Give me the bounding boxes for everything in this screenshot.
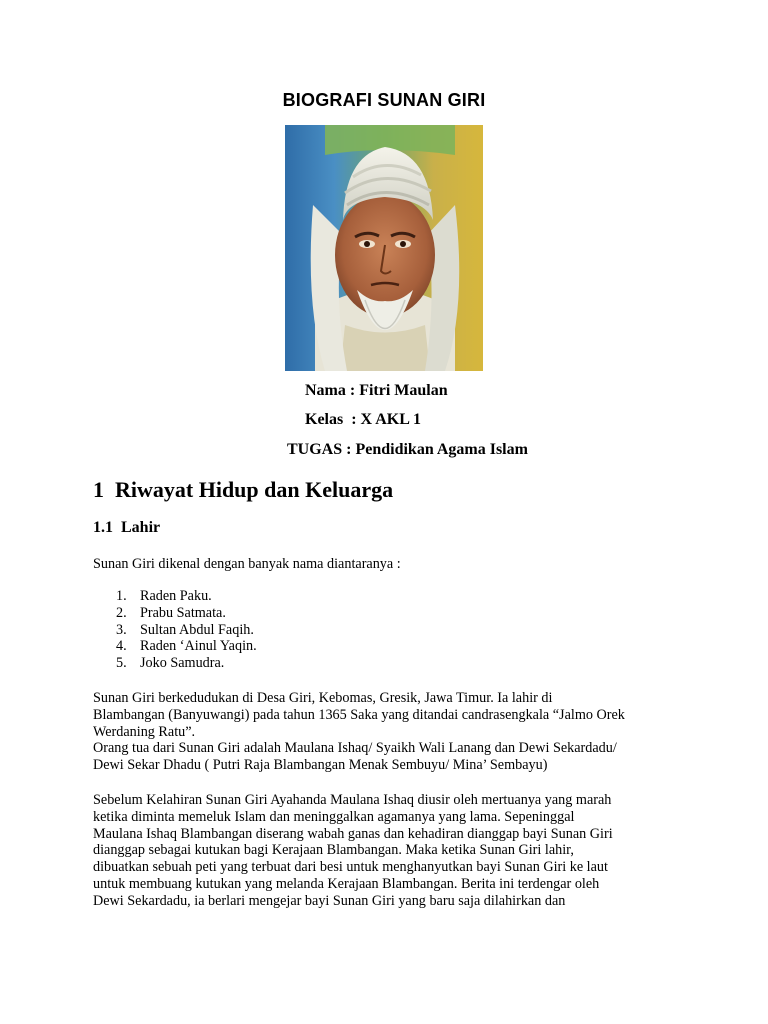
- student-class: Kelas : X AKL 1: [305, 411, 422, 428]
- list-item: [116, 622, 257, 639]
- portrait-image: [285, 125, 483, 371]
- intro-paragraph: Sunan Giri dikenal dengan banyak nama diantaranya :: [93, 556, 401, 572]
- paragraph-line: Maulana Ishaq Blambangan diserang wabah ganas dan kehadiran dianggap bayi Sunan Giri: [93, 825, 613, 842]
- list-item: [116, 655, 257, 672]
- list-item: [116, 638, 257, 655]
- portrait-illustration: [285, 125, 483, 371]
- history-paragraph: [93, 792, 693, 910]
- paragraph-line: ketika diminta memeluk Islam dan meninggalkan agamanya yang lama. Sepeninggal: [93, 808, 575, 825]
- list-item-number: 5.: [116, 655, 127, 672]
- list-item-number: 2.: [116, 604, 127, 621]
- list-item-number: 4.: [116, 638, 127, 655]
- document-title: BIOGRAFI SUNAN GIRI: [282, 90, 486, 110]
- list-item-text: Prabu Satmata.: [140, 604, 226, 621]
- paragraph-line: Orang tua dari Sunan Giri adalah Maulana Ishaq/ Syaikh Wali Lanang dan Dewi Sekardadu/: [93, 740, 617, 757]
- paragraph-line: Blambangan (Banyuwangi) pada tahun 1365 Saka yang ditandai candrasengkala “Jalmo Orek: [93, 706, 625, 723]
- paragraph-line: Dewi Sekardadu, ia berlari mengejar bayi Sunan Giri yang baru saja dilahirkan dan: [93, 892, 566, 909]
- paragraph-line: dibuatkan sebuah peti yang terbuat dari besi untuk menghanyutkan bayi Sunan Giri ke laut: [93, 859, 608, 876]
- list-item-text: Raden Paku.: [140, 588, 212, 604]
- subsection-heading: 1.1 Lahir: [93, 519, 161, 536]
- paragraph-line: Sunan Giri berkedudukan di Desa Giri, Kebomas, Gresik, Jawa Timur. Ia lahir di: [93, 690, 553, 706]
- list-item-number: 1.: [116, 588, 127, 604]
- section-heading: 1 Riwayat Hidup dan Keluarga: [93, 477, 394, 502]
- list-item-text: Raden ‘Ainul Yaqin.: [140, 638, 257, 655]
- paragraph-line: untuk membuang kutukan yang melanda Kerajaan Blambangan. Berita ini terdengar oleh: [93, 875, 600, 892]
- paragraph-line: Dewi Sekar Dhadu ( Putri Raja Blambangan Menak Sembuyu/ Mina’ Sembayu): [93, 757, 548, 774]
- names-list: [116, 588, 257, 672]
- list-item-text: Sultan Abdul Faqih.: [140, 621, 254, 638]
- list-item: [116, 605, 257, 622]
- paragraph-line: Sebelum Kelahiran Sunan Giri Ayahanda Maulana Ishaq diusir oleh mertuanya yang marah: [93, 792, 612, 808]
- birth-paragraph: [93, 690, 693, 774]
- list-item: [116, 588, 257, 605]
- student-name: Nama : Fitri Maulan: [305, 382, 448, 399]
- assignment-subject: TUGAS : Pendidikan Agama Islam: [287, 441, 528, 458]
- list-item-number: 3.: [116, 621, 127, 638]
- paragraph-line: dianggap sebagai kutukan bagi Kerajaan Blambangan. Maka ketika Sunan Giri lahir,: [93, 842, 574, 859]
- list-item-text: Joko Samudra.: [140, 655, 225, 672]
- paragraph-line: Werdaning Ratu”.: [93, 723, 196, 740]
